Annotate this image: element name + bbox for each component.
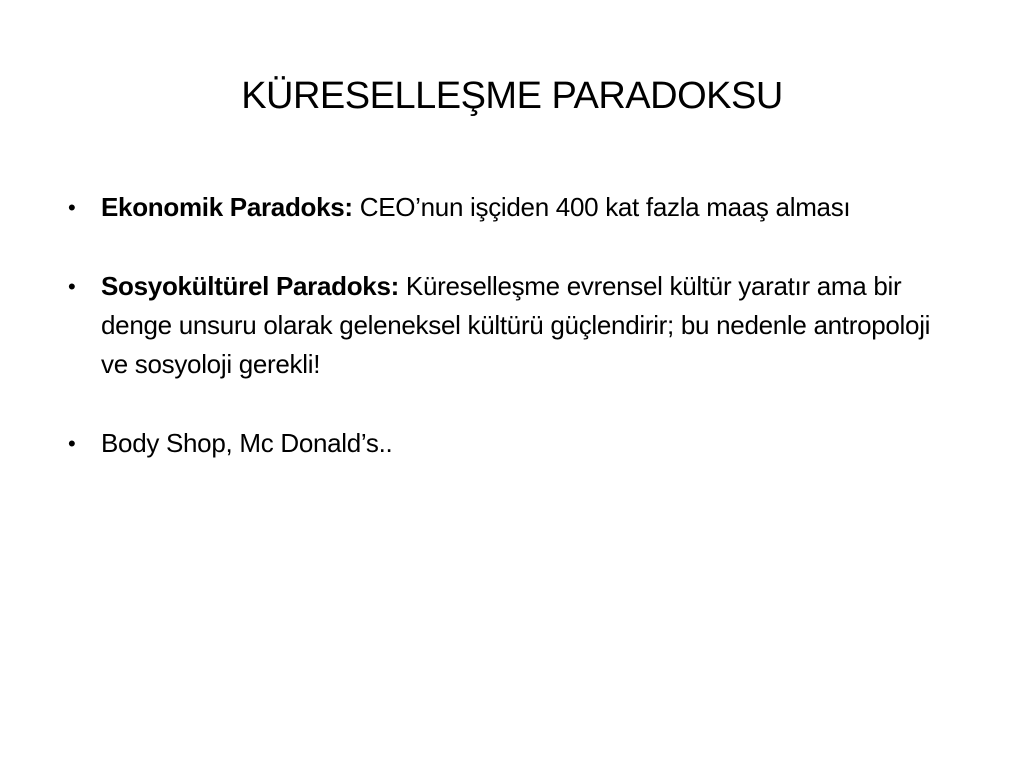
bullet-item-examples <box>62 424 962 463</box>
bullet-list <box>62 188 962 503</box>
bullet-item-sociocultural-paradox <box>62 267 962 384</box>
bullet-icon: • <box>68 195 76 220</box>
bullet-icon: • <box>68 274 76 299</box>
bullet-text: Küreselleşme evrensel kültür yaratır ama bir denge unsuru olarak geleneksel kültürü güçlendirir; bu nedenle antropoloji ve sosyoloji gerekli! <box>101 271 931 379</box>
bullet-item-economic-paradox <box>62 188 962 227</box>
bullet-heading: Sosyokültürel Paradoks: <box>101 271 399 301</box>
bullet-icon: • <box>68 431 76 456</box>
bullet-text: CEO’nun işçiden 400 kat fazla maaş alması <box>352 192 851 222</box>
bullet-heading: Ekonomik Paradoks: <box>101 192 353 222</box>
bullet-text: Body Shop, Mc Donald’s.. <box>101 428 393 458</box>
slide-title: KÜRESELLEŞME PARADOKSU <box>241 75 783 117</box>
